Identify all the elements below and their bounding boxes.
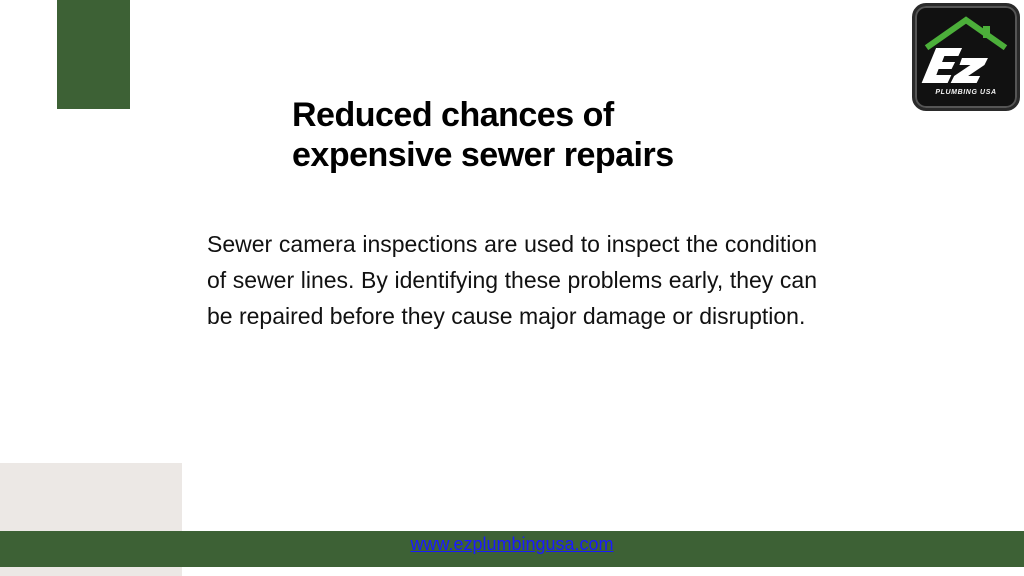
footer-link-wrapper — [0, 534, 1024, 555]
logo-subtitle: PLUMBING USA — [935, 89, 997, 96]
decorative-green-block — [57, 0, 130, 109]
title-line-1: Reduced chances of — [292, 96, 614, 134]
slide-title — [292, 95, 812, 175]
ez-plumbing-logo — [912, 3, 1020, 111]
slide-body-text: Sewer camera inspections are used to inspect the condition of sewer lines. By identifying these problems early, they can be repaired before they cause major damage or disruption. — [207, 231, 817, 329]
website-link[interactable]: www.ezplumbingusa.com — [410, 534, 614, 554]
title-line-2: expensive sewer repairs — [292, 136, 674, 174]
